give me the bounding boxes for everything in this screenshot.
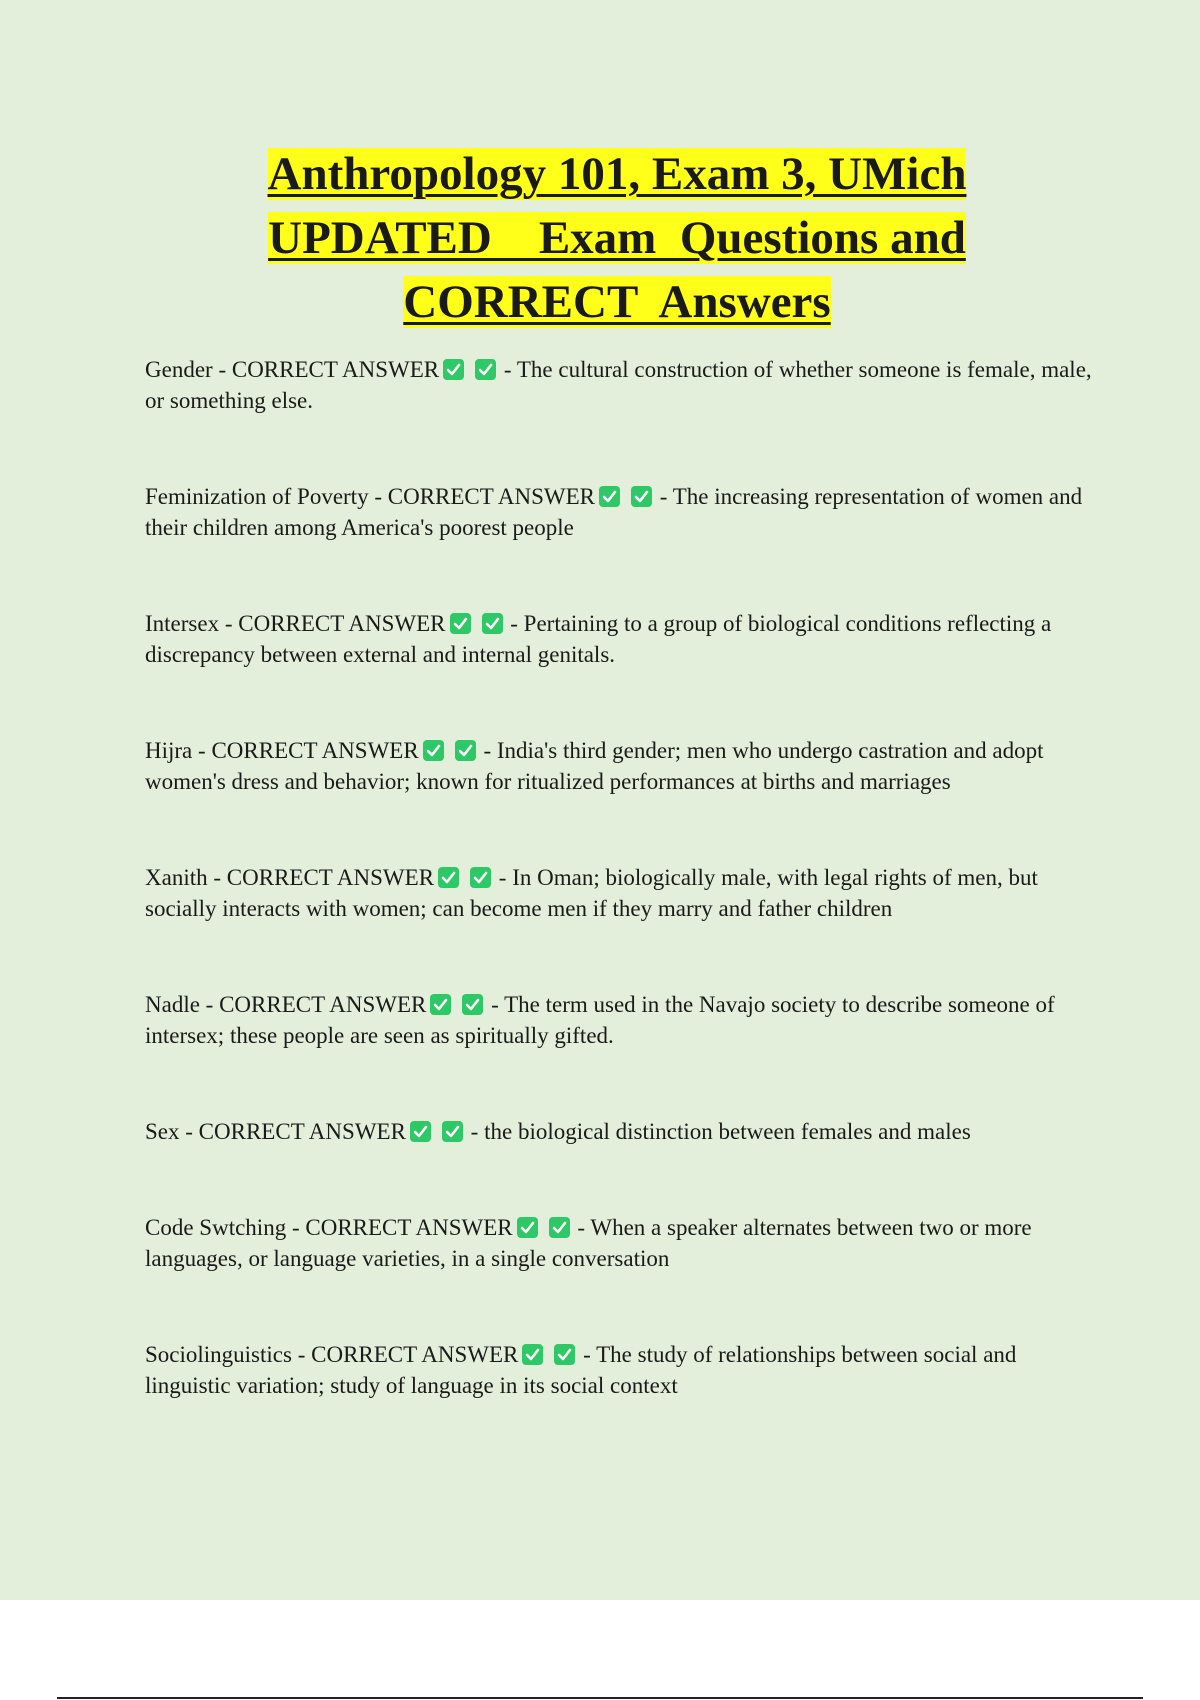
check-box-icon (517, 1217, 538, 1238)
entry-definition: When a speaker alternates between two or more languages, or language varieties, in a single conversation (145, 1215, 1032, 1271)
check-box-icon (522, 1344, 543, 1365)
entry-term: Code Swtching (145, 1215, 287, 1240)
entry-term: Sociolinguistics (145, 1342, 292, 1367)
check-box-icon (599, 486, 620, 507)
answer-marker: CORRECT ANSWER (211, 738, 419, 763)
list-item: Hijra - CORRECT ANSWER - India's third gender; men who undergo castration and adopt women's dress and behavior; known for ritualized performances at births and marriages (145, 738, 1044, 794)
answer-marker: CORRECT ANSWER (387, 484, 595, 509)
answer-marker: CORRECT ANSWER (226, 865, 435, 890)
list-item: Sex - CORRECT ANSWER - the biological distinction between females and males (145, 1119, 971, 1144)
page-title (0, 142, 1200, 334)
check-box-icon (410, 1121, 431, 1142)
entry-definition: The cultural construction of whether someone is female, male, or something else. (145, 357, 1092, 413)
entry-definition: the biological distinction between females and males (484, 1119, 971, 1144)
entry-term: Nadle (145, 992, 200, 1017)
answer-marker: CORRECT ANSWER (219, 992, 427, 1017)
entry-term: Hijra (145, 738, 193, 763)
entry-definition: Pertaining to a group of biological conditions reflecting a discrepancy between external and internal genitals. (145, 611, 1052, 667)
entry-definition: The study of relationships between social and linguistic variation; study of language in its social context (145, 1342, 1017, 1398)
check-box-icon (554, 1344, 575, 1365)
check-box-icon (443, 359, 464, 380)
entry-definition: The term used in the Navajo society to describe someone of intersex; these people are seen as spiritually gifted. (145, 992, 1055, 1048)
check-box-icon (549, 1217, 570, 1238)
check-box-icon (450, 613, 471, 634)
answer-marker: CORRECT ANSWER (198, 1119, 406, 1144)
check-box-icon (438, 867, 459, 888)
check-box-icon (423, 740, 444, 761)
entry-term: Gender (145, 357, 213, 382)
title-line: UPDATED Exam Questions and (268, 212, 966, 264)
list-item: Xanith - CORRECT ANSWER - In Oman; biologically male, with legal rights of men, but socially interacts with women; can become men if they marry and father children (145, 865, 1038, 921)
list-item: Sociolinguistics - CORRECT ANSWER - The study of relationships between social and linguistic variation; study of language in its social context (145, 1342, 1017, 1398)
answer-marker: CORRECT ANSWER (231, 357, 440, 382)
check-box-icon (482, 613, 503, 634)
answer-marker: CORRECT ANSWER (238, 611, 446, 636)
list-item: Intersex - CORRECT ANSWER - Pertaining to a group of biological conditions reflecting a discrepancy between external and internal genitals. (145, 611, 1052, 667)
entry-definition: India's third gender; men who undergo castration and adopt women's dress and behavior; known for ritualized performances at births and marriages (145, 738, 1044, 794)
title-line: CORRECT Answers (403, 276, 831, 328)
check-box-icon (442, 1121, 463, 1142)
entry-term: Xanith (145, 865, 208, 890)
footer-divider (57, 1697, 1143, 1699)
list-item: Code Swtching - CORRECT ANSWER - When a speaker alternates between two or more languages, or language varieties, in a single conversation (145, 1215, 1032, 1271)
title-line: Anthropology 101, Exam 3, UMich (267, 148, 967, 200)
entry-term: Sex (145, 1119, 180, 1144)
check-box-icon (430, 994, 451, 1015)
list-item: Nadle - CORRECT ANSWER - The term used in the Navajo society to describe someone of intersex; these people are seen as spiritually gifted. (145, 992, 1055, 1048)
entry-term: Feminization of Poverty (145, 484, 369, 509)
check-box-icon (631, 486, 652, 507)
entry-list (145, 354, 1095, 1466)
entry-definition: In Oman; biologically male, with legal rights of men, but socially interacts with women; can become men if they marry and father children (145, 865, 1038, 921)
entry-definition: The increasing representation of women and their children among America's poorest people (145, 484, 1083, 540)
list-item: Gender - CORRECT ANSWER - The cultural construction of whether someone is female, male, or something else. (145, 357, 1092, 413)
entry-term: Intersex (145, 611, 220, 636)
check-box-icon (455, 740, 476, 761)
answer-marker: CORRECT ANSWER (305, 1215, 513, 1240)
check-box-icon (462, 994, 483, 1015)
check-box-icon (470, 867, 491, 888)
list-item: Feminization of Poverty - CORRECT ANSWER - The increasing representation of women and their children among America's poorest people (145, 484, 1083, 540)
check-box-icon (475, 359, 496, 380)
answer-marker: CORRECT ANSWER (311, 1342, 519, 1367)
